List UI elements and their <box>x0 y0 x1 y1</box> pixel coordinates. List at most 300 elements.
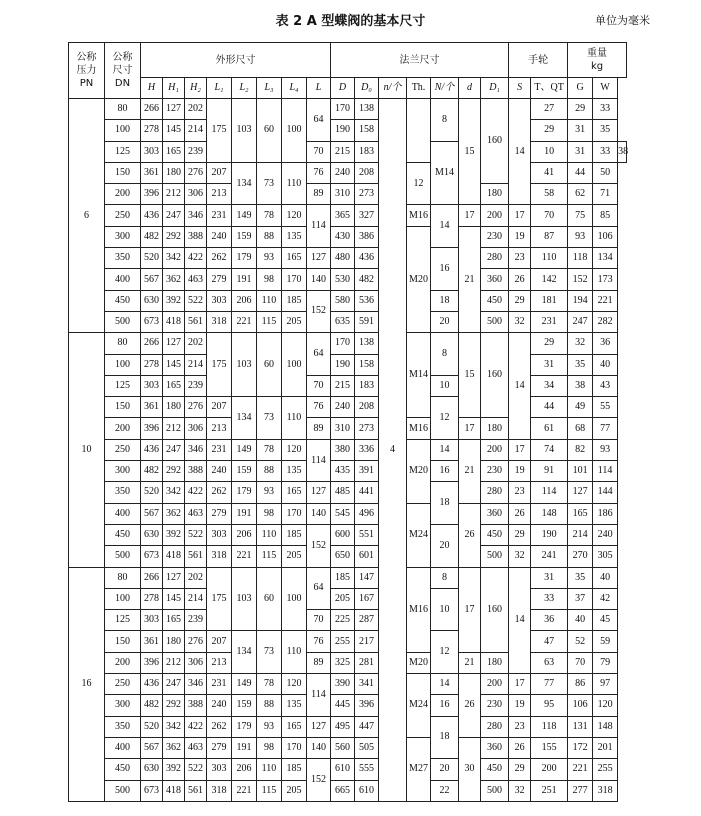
cell-D: 480 <box>331 248 355 269</box>
cell-G: 71 <box>593 184 618 205</box>
cell-L3: 98 <box>257 503 282 524</box>
cell-merged-l2-a: 103 <box>232 567 257 631</box>
cell-D0: 183 <box>355 141 379 162</box>
cell-H1: 127 <box>163 333 185 354</box>
cell-D: 240 <box>331 162 355 183</box>
cell-merged-D1-a: 160 <box>481 567 509 652</box>
cell-merged-N-h: 22 <box>431 780 459 801</box>
cell-L1: 303 <box>207 290 232 311</box>
cell-H: 278 <box>141 120 163 141</box>
cell-merged-l-c: 76 <box>307 397 331 418</box>
cell-S: 29 <box>531 333 568 354</box>
cell-L3: 98 <box>257 737 282 758</box>
cell-L2: 206 <box>232 524 257 545</box>
cell-merged-d-d: 30 <box>459 737 481 801</box>
cell-S: 241 <box>531 546 568 567</box>
cell-empty <box>407 99 431 163</box>
cell-T-QT: 172 <box>568 737 593 758</box>
cell-H: 436 <box>141 674 163 695</box>
cell-T-QT: 277 <box>568 780 593 801</box>
cell-merged-D1-b: 180 <box>481 652 509 673</box>
cell-T-QT: 106 <box>568 695 593 716</box>
table-row <box>69 397 627 418</box>
cell-L3: 88 <box>257 695 282 716</box>
subheader-L3: L₃ <box>257 78 282 99</box>
cell-T-QT: 68 <box>568 418 593 439</box>
cell-merged-N-g: 20 <box>431 759 459 780</box>
cell-d: 450 <box>481 759 509 780</box>
cell-D: 495 <box>331 716 355 737</box>
cell-S: 181 <box>531 290 568 311</box>
cell-merged-l1-c: 213 <box>207 418 232 439</box>
cell-H: 266 <box>141 333 163 354</box>
cell-merged-l1-b: 207 <box>207 397 232 418</box>
cell-H2: 276 <box>185 631 207 652</box>
cell-T-QT: 194 <box>568 290 593 311</box>
cell-merged-l2-b: 134 <box>232 162 257 205</box>
cell-merged-l-b: 70 <box>307 375 331 396</box>
subheader-D0: D₀ <box>355 78 379 99</box>
cell-H1: 145 <box>163 120 185 141</box>
cell-d: 230 <box>481 695 509 716</box>
cell-L3: 88 <box>257 226 282 247</box>
cell-d: 280 <box>481 248 509 269</box>
subheader-H: H <box>141 78 163 99</box>
cell-merged-l1-a: 175 <box>207 567 232 631</box>
cell-S: 91 <box>531 461 568 482</box>
cell-G: 40 <box>593 354 618 375</box>
table-row <box>69 269 627 290</box>
cell-D: 205 <box>331 588 355 609</box>
cell-L3: 110 <box>257 759 282 780</box>
cell-G: 97 <box>593 674 618 695</box>
subheader-t-qt: T、QT <box>531 78 568 99</box>
subheader-th: Th. <box>407 78 431 99</box>
cell-H1: 127 <box>163 99 185 120</box>
cell-D0: 482 <box>355 269 379 290</box>
cell-dn: 450 <box>105 524 141 545</box>
cell-dn: 350 <box>105 482 141 503</box>
header-dn: 公称 尺寸 DN <box>105 43 141 99</box>
cell-d: 500 <box>481 311 509 332</box>
cell-T-QT: 70 <box>568 652 593 673</box>
cell-merged-N-g: 20 <box>431 524 459 567</box>
cell-L3: 78 <box>257 205 282 226</box>
cell-merged-N-d: 14 <box>431 439 459 460</box>
cell-merged-S-a: 14 <box>509 567 531 673</box>
cell-D: 600 <box>331 524 355 545</box>
cell-S: 33 <box>531 588 568 609</box>
cell-H1: 392 <box>163 524 185 545</box>
cell-dn: 350 <box>105 248 141 269</box>
cell-D: 310 <box>331 418 355 439</box>
cell-merged-l-a: 64 <box>307 99 331 142</box>
table-row <box>69 588 627 609</box>
cell-H2: 239 <box>185 375 207 396</box>
cell-D: 485 <box>331 482 355 503</box>
cell-merged-th-b: M20 <box>407 652 431 673</box>
cell-H1: 165 <box>163 610 185 631</box>
cell-H2: 463 <box>185 737 207 758</box>
cell-G: 201 <box>593 737 618 758</box>
cell-merged-N-b: 10 <box>431 588 459 631</box>
table-row <box>69 162 627 183</box>
cell-merged-l-f: 152 <box>307 524 331 567</box>
cell-D1: 32 <box>509 546 531 567</box>
cell-L4: 165 <box>282 248 307 269</box>
cell-L3: 98 <box>257 269 282 290</box>
cell-H: 396 <box>141 418 163 439</box>
cell-H2: 276 <box>185 162 207 183</box>
cell-H2: 561 <box>185 546 207 567</box>
cell-dn: 450 <box>105 290 141 311</box>
cell-H1: 180 <box>163 631 185 652</box>
cell-H2: 276 <box>185 397 207 418</box>
cell-G: 114 <box>593 461 618 482</box>
cell-S: 61 <box>531 418 568 439</box>
cell-G: 318 <box>593 780 618 801</box>
table-row <box>69 461 627 482</box>
cell-H: 673 <box>141 311 163 332</box>
cell-S: 36 <box>531 610 568 631</box>
cell-L2: 206 <box>232 290 257 311</box>
cell-H2: 388 <box>185 461 207 482</box>
cell-dn: 350 <box>105 716 141 737</box>
cell-G: 282 <box>593 311 618 332</box>
cell-L1: 318 <box>207 546 232 567</box>
cell-D0: 158 <box>355 354 379 375</box>
cell-H: 520 <box>141 248 163 269</box>
cell-D: 530 <box>331 269 355 290</box>
cell-merged-N-c: 12 <box>431 397 459 440</box>
table-row <box>69 354 627 375</box>
cell-merged-l3-a: 60 <box>257 567 282 631</box>
cell-L1: 262 <box>207 248 232 269</box>
cell-L4: 165 <box>282 716 307 737</box>
cell-H1: 392 <box>163 759 185 780</box>
cell-D0: 281 <box>355 652 379 673</box>
cell-L3: 93 <box>257 248 282 269</box>
table-row <box>69 418 627 439</box>
cell-G: 305 <box>593 546 618 567</box>
table-row <box>69 120 627 141</box>
cell-dn: 100 <box>105 120 141 141</box>
cell-D1: 23 <box>509 716 531 737</box>
cell-dn: 250 <box>105 674 141 695</box>
cell-L1: 303 <box>207 524 232 545</box>
header-weight: 重量 kg <box>568 43 627 78</box>
cell-merged-l-f: 152 <box>307 759 331 802</box>
cell-H2: 522 <box>185 759 207 780</box>
cell-H: 482 <box>141 226 163 247</box>
cell-G: 79 <box>593 652 618 673</box>
cell-G: 38 <box>618 141 627 162</box>
cell-D: 170 <box>331 333 355 354</box>
subheader-d: d <box>459 78 481 99</box>
cell-H1: 342 <box>163 482 185 503</box>
table-row <box>69 759 627 780</box>
cell-D: 215 <box>331 375 355 396</box>
cell-S: 142 <box>531 269 568 290</box>
cell-L1: 240 <box>207 226 232 247</box>
cell-H2: 202 <box>185 567 207 588</box>
cell-G: 35 <box>593 120 618 141</box>
cell-D0: 138 <box>355 333 379 354</box>
dimension-table-wrapper <box>68 42 627 808</box>
cell-H1: 145 <box>163 354 185 375</box>
cell-G: 43 <box>593 375 618 396</box>
cell-merged-l2-a: 103 <box>232 333 257 397</box>
cell-D0: 386 <box>355 226 379 247</box>
table-row <box>69 141 627 162</box>
cell-H1: 180 <box>163 162 185 183</box>
cell-D: 390 <box>331 674 355 695</box>
cell-H1: 418 <box>163 780 185 801</box>
cell-dn: 200 <box>105 184 141 205</box>
cell-merged-th-c: M24 <box>407 674 431 738</box>
cell-H2: 388 <box>185 695 207 716</box>
cell-d: 360 <box>481 269 509 290</box>
cell-T-QT: 221 <box>568 759 593 780</box>
table-row <box>69 524 627 545</box>
cell-H2: 239 <box>185 610 207 631</box>
cell-D0: 496 <box>355 503 379 524</box>
cell-merged-l1-a: 175 <box>207 333 232 397</box>
cell-dn: 400 <box>105 269 141 290</box>
cell-merged-th-b: M16 <box>407 418 431 439</box>
cell-L2: 159 <box>232 226 257 247</box>
cell-L2: 221 <box>232 546 257 567</box>
cell-merged-l1-b: 207 <box>207 162 232 183</box>
cell-H: 278 <box>141 354 163 375</box>
cell-T-QT: 214 <box>568 524 593 545</box>
cell-L4: 170 <box>282 269 307 290</box>
cell-D: 580 <box>331 290 355 311</box>
cell-G: 148 <box>593 716 618 737</box>
table-row <box>69 652 627 673</box>
cell-pn: 10 <box>69 333 105 567</box>
cell-dn: 150 <box>105 162 141 183</box>
cell-merged-th-a: M16 <box>407 567 431 652</box>
cell-D0: 287 <box>355 610 379 631</box>
cell-merged-S-a: 14 <box>509 333 531 439</box>
cell-S: 63 <box>531 652 568 673</box>
cell-merged-l3-b: 73 <box>257 162 282 205</box>
cell-D0: 610 <box>355 780 379 801</box>
cell-D: 560 <box>331 737 355 758</box>
cell-L: 140 <box>307 269 331 290</box>
cell-d: 200 <box>481 674 509 695</box>
table-row <box>69 375 627 396</box>
cell-H: 266 <box>141 567 163 588</box>
cell-merged-N-f: 18 <box>431 716 459 759</box>
cell-D1: 26 <box>509 269 531 290</box>
cell-dn: 150 <box>105 397 141 418</box>
subheader-row <box>69 78 627 99</box>
cell-merged-l-d: 89 <box>307 418 331 439</box>
cell-D: 325 <box>331 652 355 673</box>
cell-D0: 436 <box>355 248 379 269</box>
cell-merged-l3-b: 73 <box>257 631 282 674</box>
cell-H1: 180 <box>163 397 185 418</box>
cell-L1: 240 <box>207 461 232 482</box>
cell-merged-D1-b: 180 <box>481 418 509 439</box>
cell-H: 361 <box>141 631 163 652</box>
cell-merged-l2-b: 134 <box>232 631 257 674</box>
cell-D0: 341 <box>355 674 379 695</box>
cell-D0: 217 <box>355 631 379 652</box>
cell-S: 87 <box>531 226 568 247</box>
cell-G: 77 <box>593 418 618 439</box>
cell-T-QT: 75 <box>568 205 593 226</box>
cell-T-QT: 35 <box>568 354 593 375</box>
cell-L3: 93 <box>257 482 282 503</box>
cell-T-QT: 40 <box>568 610 593 631</box>
cell-merged-N-e: 16 <box>431 695 459 716</box>
cell-H1: 418 <box>163 546 185 567</box>
cell-merged-d-b: 17 <box>459 205 481 226</box>
cell-H: 630 <box>141 290 163 311</box>
cell-dn: 250 <box>105 439 141 460</box>
cell-G: 134 <box>593 248 618 269</box>
cell-G: 120 <box>593 695 618 716</box>
cell-G: 36 <box>593 333 618 354</box>
cell-merged-l4-b: 110 <box>282 162 307 205</box>
cell-merged-th-d: M24 <box>407 503 431 567</box>
cell-merged-d-d: 26 <box>459 503 481 567</box>
cell-merged-l-c: 76 <box>307 631 331 652</box>
cell-dn: 300 <box>105 695 141 716</box>
cell-G: 85 <box>593 205 618 226</box>
cell-H1: 418 <box>163 311 185 332</box>
cell-merged-N-e: 16 <box>431 461 459 482</box>
cell-merged-l4-a: 100 <box>282 567 307 631</box>
cell-dn: 500 <box>105 780 141 801</box>
cell-G: 144 <box>593 482 618 503</box>
cell-S: 200 <box>531 759 568 780</box>
cell-merged-d-c: 21 <box>459 439 481 503</box>
cell-H2: 202 <box>185 333 207 354</box>
subheader-N: N/个 <box>431 78 459 99</box>
cell-H1: 127 <box>163 567 185 588</box>
cell-D: 610 <box>331 759 355 780</box>
cell-S: 95 <box>531 695 568 716</box>
cell-L2: 221 <box>232 780 257 801</box>
cell-H1: 212 <box>163 184 185 205</box>
cell-merged-l4-a: 100 <box>282 99 307 163</box>
cell-merged-l-d: 89 <box>307 184 331 205</box>
cell-D0: 167 <box>355 588 379 609</box>
subheader-H2: H₂ <box>185 78 207 99</box>
cell-L4: 185 <box>282 524 307 545</box>
cell-L1: 240 <box>207 695 232 716</box>
cell-D0: 441 <box>355 482 379 503</box>
cell-dn: 150 <box>105 631 141 652</box>
cell-T-QT: 49 <box>568 397 593 418</box>
dimension-table <box>68 42 627 802</box>
cell-D0: 591 <box>355 311 379 332</box>
cell-L3: 115 <box>257 780 282 801</box>
cell-G: 186 <box>593 503 618 524</box>
table-row <box>69 503 627 524</box>
cell-L4: 185 <box>282 290 307 311</box>
cell-merged-l3-b: 73 <box>257 397 282 440</box>
cell-merged-th-d: M27 <box>407 737 431 801</box>
cell-T-QT: 37 <box>568 588 593 609</box>
cell-L1: 303 <box>207 759 232 780</box>
table-row <box>69 716 627 737</box>
cell-H2: 202 <box>185 99 207 120</box>
cell-merged-l-e: 114 <box>307 205 331 248</box>
cell-D0: 336 <box>355 439 379 460</box>
cell-H2: 561 <box>185 780 207 801</box>
cell-D1: 32 <box>509 780 531 801</box>
cell-merged-l-f: 152 <box>307 290 331 333</box>
cell-merged-l2-b: 134 <box>232 397 257 440</box>
cell-S: 148 <box>531 503 568 524</box>
cell-D1: 19 <box>509 226 531 247</box>
table-row <box>69 99 627 120</box>
cell-merged-N-d: 14 <box>431 674 459 695</box>
cell-D1: 23 <box>509 482 531 503</box>
cell-merged-l1-b: 207 <box>207 631 232 652</box>
cell-dn: 450 <box>105 759 141 780</box>
cell-H2: 522 <box>185 524 207 545</box>
cell-merged-l-d: 89 <box>307 652 331 673</box>
cell-L4: 135 <box>282 226 307 247</box>
table-row <box>69 695 627 716</box>
cell-D1: 29 <box>509 524 531 545</box>
cell-d: 230 <box>481 226 509 247</box>
cell-H2: 463 <box>185 269 207 290</box>
cell-L1: 231 <box>207 674 232 695</box>
cell-pn: 6 <box>69 99 105 333</box>
cell-D0: 208 <box>355 162 379 183</box>
cell-merged-l-a: 64 <box>307 567 331 610</box>
cell-L3: 115 <box>257 546 282 567</box>
cell-H2: 346 <box>185 674 207 695</box>
cell-T-QT: 152 <box>568 269 593 290</box>
cell-S: 34 <box>531 375 568 396</box>
cell-dn: 400 <box>105 503 141 524</box>
cell-merged-D1-b: 180 <box>481 184 509 205</box>
cell-dn: 100 <box>105 588 141 609</box>
subheader-H1: H₁ <box>163 78 185 99</box>
cell-H: 673 <box>141 546 163 567</box>
cell-D1: 26 <box>509 503 531 524</box>
cell-H2: 214 <box>185 588 207 609</box>
cell-dn: 200 <box>105 652 141 673</box>
cell-dn: 300 <box>105 226 141 247</box>
cell-D1: 19 <box>509 461 531 482</box>
cell-G: 255 <box>593 759 618 780</box>
cell-T-QT: 165 <box>568 503 593 524</box>
cell-merged-l1-c: 213 <box>207 184 232 205</box>
cell-T-QT: 270 <box>568 546 593 567</box>
cell-dn: 80 <box>105 567 141 588</box>
cell-merged-l-c: 76 <box>307 162 331 183</box>
header-handwheel: 手轮 <box>509 43 568 78</box>
cell-dn: 80 <box>105 99 141 120</box>
cell-H2: 522 <box>185 290 207 311</box>
cell-H: 520 <box>141 482 163 503</box>
cell-L1: 318 <box>207 780 232 801</box>
cell-H: 436 <box>141 439 163 460</box>
cell-T-QT: 32 <box>568 333 593 354</box>
cell-T-QT: 44 <box>568 162 593 183</box>
cell-merged-N-f: 18 <box>431 290 459 311</box>
cell-L2: 191 <box>232 503 257 524</box>
